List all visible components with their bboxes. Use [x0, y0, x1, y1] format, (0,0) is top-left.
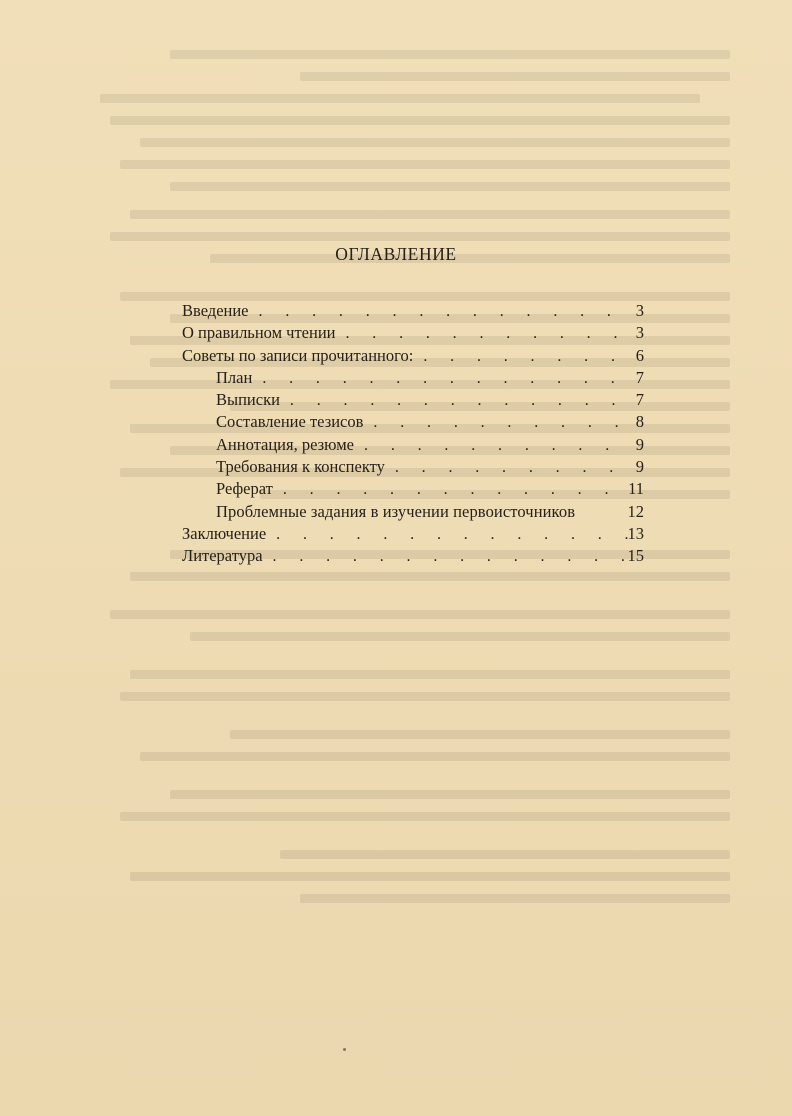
- toc-entry: [182, 501, 644, 523]
- toc-entry-label: Заключение: [182, 523, 267, 543]
- page-title: ОГЛАВЛЕНИЕ: [335, 244, 457, 264]
- toc-leader-dots: [413, 346, 630, 368]
- toc-entry: [182, 456, 644, 478]
- toc-entry-label: Советы по записи прочитанного:: [182, 345, 414, 365]
- toc-entry: [182, 322, 644, 344]
- toc-entry: [182, 434, 644, 456]
- toc-entry-page-number: 3: [635, 323, 644, 343]
- toc-leader-dots: [385, 457, 630, 479]
- toc-leader-dots: [266, 524, 627, 546]
- toc-leader-dots: [249, 301, 630, 323]
- toc-leader-dots: [263, 546, 628, 568]
- toc-entry-page-number: 9: [635, 434, 644, 454]
- toc-entry: [182, 411, 644, 433]
- toc-leader-dots: [273, 479, 628, 501]
- toc-leader-dots: [354, 435, 630, 457]
- toc-entry: [182, 545, 644, 567]
- toc-entry-label: О правильном чтении: [182, 323, 336, 343]
- toc-entry: [182, 300, 644, 322]
- toc-entry-label: Аннотация, резюме: [216, 434, 355, 454]
- toc-entry-page-number: 3: [635, 301, 644, 320]
- toc-leader-dots: [335, 323, 630, 345]
- toc-leader-dots: [252, 368, 630, 390]
- toc-entry-label: Введение: [182, 301, 249, 320]
- toc-entry-page-number: 13: [627, 523, 644, 543]
- table-of-contents: [182, 300, 644, 568]
- toc-entry: [182, 523, 644, 545]
- toc-entry: [182, 389, 644, 411]
- toc-leader-dots: [363, 412, 630, 434]
- toc-entry-page-number: 6: [635, 345, 644, 365]
- toc-entry-label: Реферат: [216, 479, 273, 499]
- toc-entry-label: Проблемные задания в изучении первоисточников: [216, 501, 576, 521]
- toc-entry-page-number: 12: [627, 501, 644, 521]
- toc-entry-label: Составление тезисов: [216, 412, 364, 432]
- toc-entry-label: Литература: [182, 546, 263, 566]
- toc-entry-page-number: 7: [635, 367, 644, 387]
- toc-entry-label: Требования к конспекту: [216, 457, 385, 477]
- toc-entry-page-number: 15: [627, 546, 644, 566]
- toc-entry: [182, 478, 644, 500]
- paper-speck: [343, 1048, 346, 1051]
- toc-entry-page-number: 11: [628, 479, 644, 499]
- toc-entry-page-number: 8: [635, 412, 644, 432]
- toc-entry: [182, 367, 644, 389]
- toc-entry-label: План: [216, 367, 253, 387]
- toc-entry: [182, 345, 644, 367]
- toc-entry-page-number: 9: [635, 457, 644, 477]
- toc-leader-dots: [280, 390, 630, 412]
- toc-entry-label: Выписки: [216, 390, 280, 410]
- toc-entry-page-number: 7: [635, 390, 644, 410]
